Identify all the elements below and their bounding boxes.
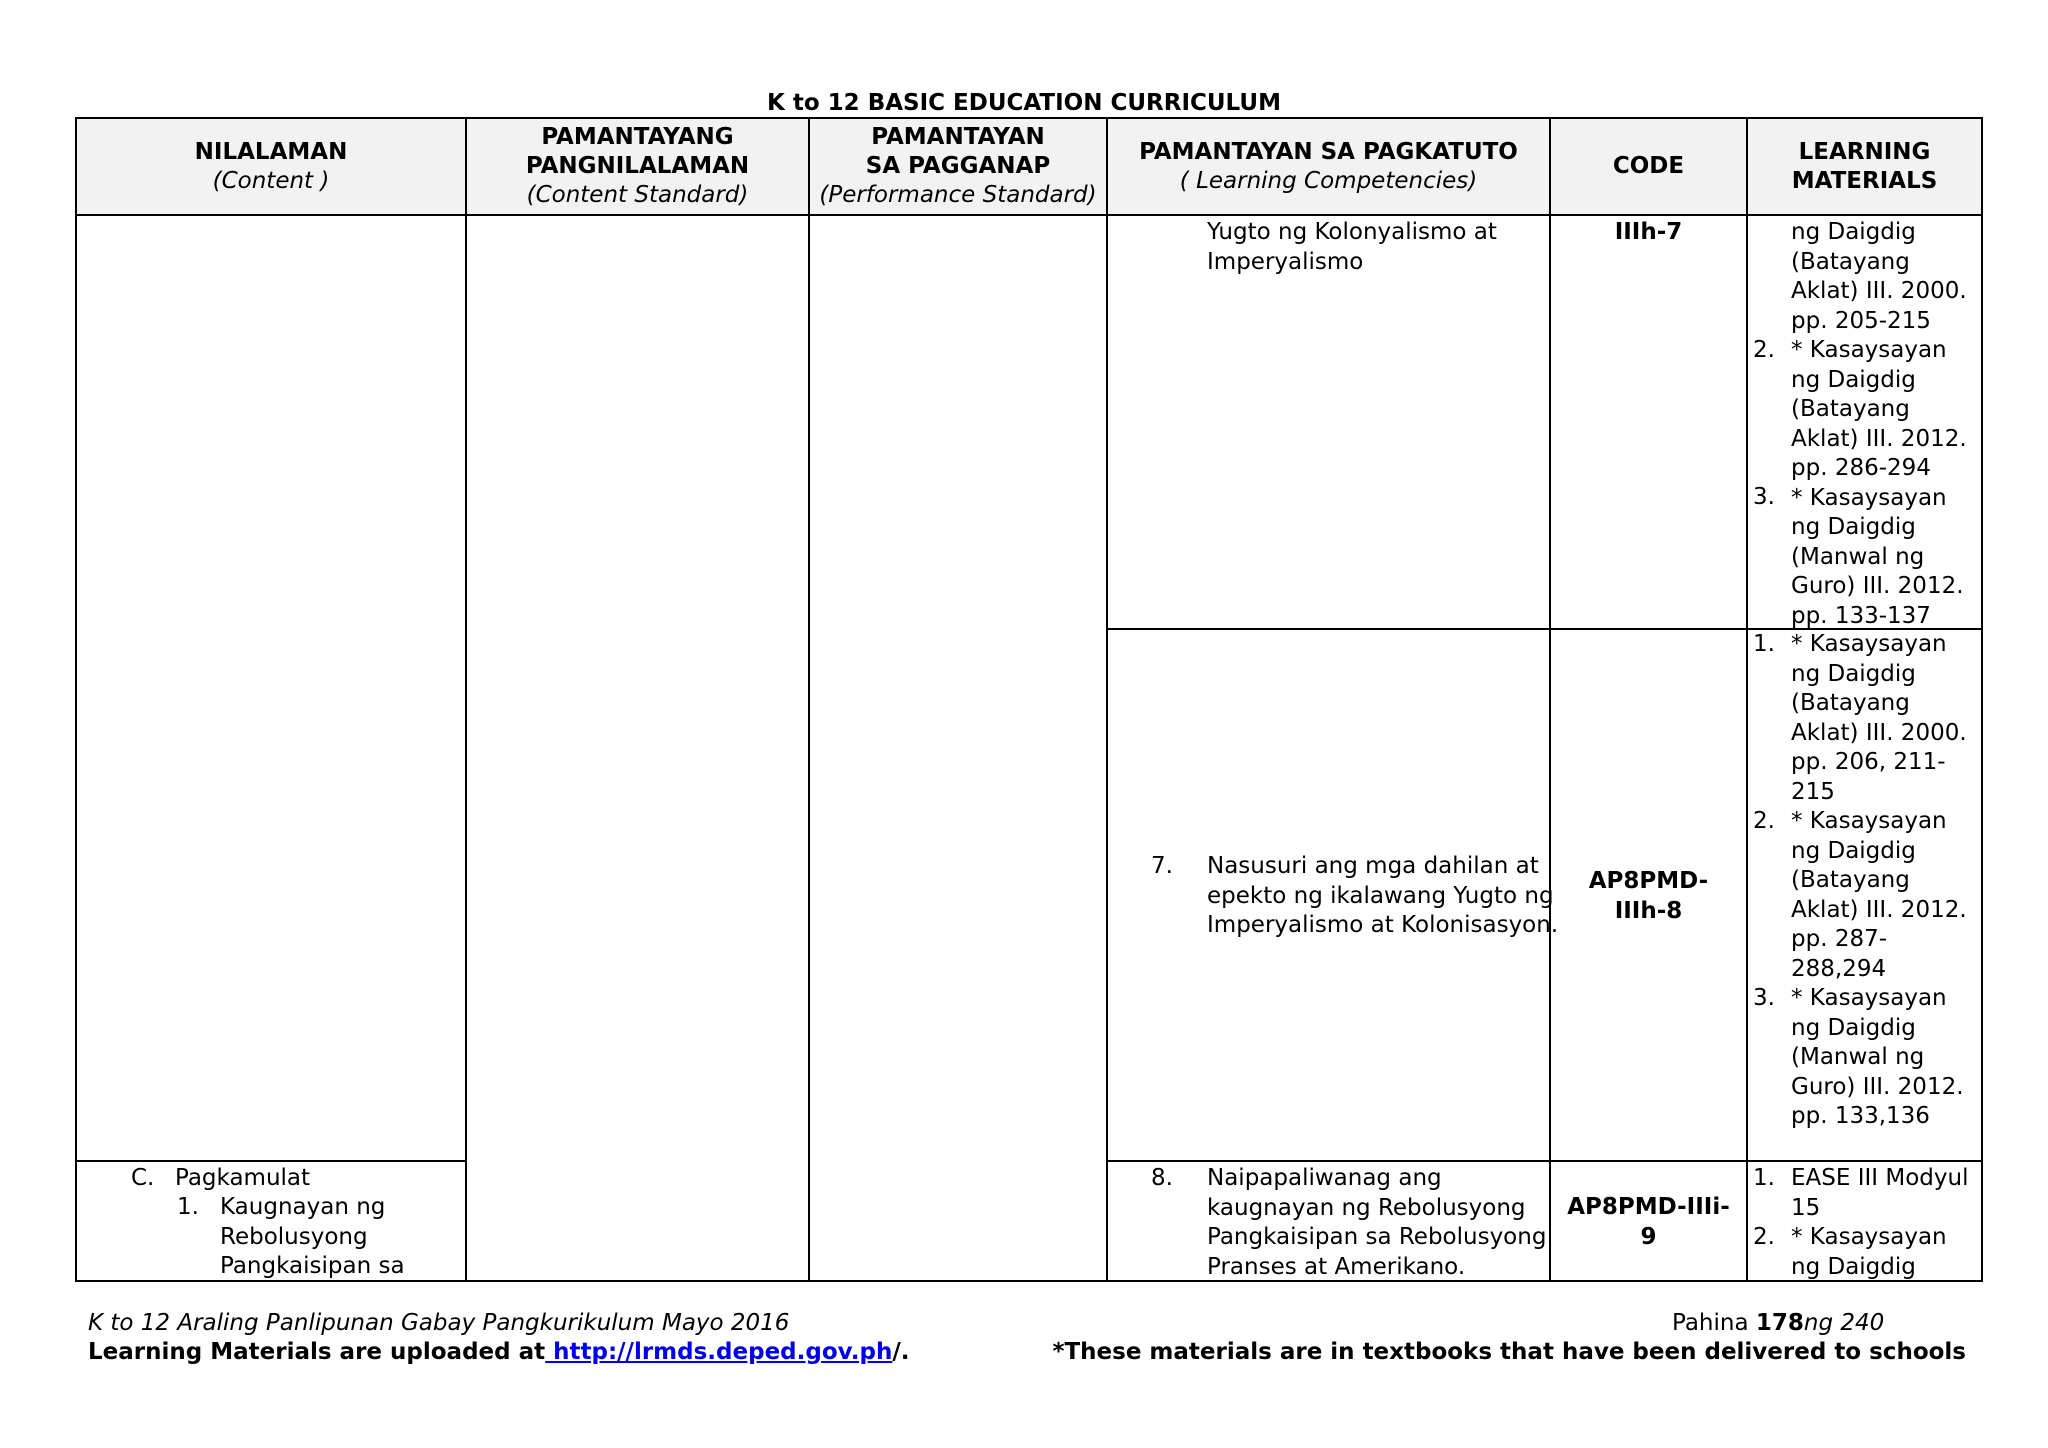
header-materials bbox=[1748, 119, 1981, 214]
column-divider bbox=[1106, 117, 1108, 1282]
header-performance-standard-label1: PAMANTAYAN bbox=[871, 124, 1045, 150]
competency-code: AP8PMD- IIIh-8 bbox=[1588, 868, 1709, 924]
table-border-left bbox=[75, 117, 77, 1282]
footer-upload-note: Learning Materials are uploaded at http://lrmds.deped.gov.ph/. bbox=[88, 1339, 910, 1365]
column-divider bbox=[1549, 117, 1551, 1282]
header-content-label: NILALAMAN bbox=[194, 138, 348, 165]
header-bottom-rule bbox=[75, 214, 1983, 216]
row-divider bbox=[75, 1160, 467, 1162]
materials-number: 2. bbox=[1753, 1224, 1775, 1250]
competency-code: AP8PMD-IIIi- 9 bbox=[1567, 1194, 1730, 1250]
row-divider bbox=[1106, 1160, 1983, 1162]
footer-materials-note: *These materials are in textbooks that have been delivered to schools bbox=[1052, 1339, 1966, 1365]
content-letter: C. bbox=[131, 1165, 155, 1191]
materials-list: ng Daigdig (Batayang Aklat) III. 2000. pp. 205-215 * Kasaysayan ng Daigdig (Batayang Aklat) III. 2012. pp. 286-294 * Kasaysayan ng Daigdig (Manwal ng Guro) III. 2012. pp. 133-137 bbox=[1791, 219, 1967, 629]
header-performance-standard-label2: SA PAGGANAP bbox=[865, 153, 1051, 179]
header-code bbox=[1551, 119, 1746, 214]
header-competencies-label: PAMANTAYAN SA PAGKATUTO bbox=[1139, 138, 1518, 165]
content-item-number: 1. bbox=[177, 1194, 199, 1220]
header-content-standard-label1: PAMANTAYANG bbox=[541, 124, 734, 150]
content-title: Pagkamulat bbox=[175, 1165, 311, 1191]
header-content-sub: (Content ) bbox=[212, 167, 330, 194]
column-divider bbox=[808, 117, 810, 1282]
competency-code: IIIh-7 bbox=[1614, 219, 1683, 245]
competency-text: Nasusuri ang mga dahilan at epekto ng ikalawang Yugto ng Imperyalismo at Kolonisasyon. bbox=[1207, 853, 1559, 938]
header-content-standard-label2: PANGNILALAMAN bbox=[525, 153, 750, 179]
materials-number: 2. bbox=[1753, 337, 1775, 363]
materials-number: 3. bbox=[1753, 484, 1775, 510]
table-border-right bbox=[1981, 117, 1983, 1282]
header-materials-label2: MATERIALS bbox=[1791, 167, 1938, 194]
competency-text: Yugto ng Kolonyalismo at Imperyalismo bbox=[1207, 219, 1497, 275]
footer-page-number: Pahina 178ng 240 bbox=[1672, 1310, 1885, 1336]
content-item-text: Kaugnayan ng Rebolusyong Pangkaisipan sa bbox=[220, 1194, 405, 1279]
materials-number: 2. bbox=[1753, 808, 1775, 834]
document-title: K to 12 BASIC EDUCATION CURRICULUM bbox=[767, 90, 1281, 116]
lrmds-link[interactable]: http://lrmds.deped.gov.ph bbox=[545, 1339, 893, 1365]
column-divider bbox=[465, 117, 467, 1282]
column-divider bbox=[1746, 117, 1748, 1282]
header-content bbox=[77, 119, 465, 214]
header-competencies-sub: ( Learning Competencies) bbox=[1179, 167, 1478, 194]
materials-number: 3. bbox=[1753, 985, 1775, 1011]
competency-number: 8. bbox=[1151, 1165, 1173, 1191]
competency-text: Naipapaliwanag ang kaugnayan ng Rebolusyong Pangkaisipan sa Rebolusyong Pranses at Amerikano. bbox=[1207, 1165, 1547, 1280]
materials-list: EASE III Modyul 15 * Kasaysayan ng Daigdig bbox=[1791, 1165, 1969, 1280]
footer-guide-title: K to 12 Araling Panlipunan Gabay Pangkurikulum Mayo 2016 bbox=[88, 1310, 790, 1336]
header-content-standard bbox=[467, 119, 808, 214]
header-code-label: CODE bbox=[1612, 153, 1685, 179]
header-content-standard-sub: (Content Standard) bbox=[526, 182, 749, 208]
competency-number: 7. bbox=[1151, 853, 1173, 879]
header-competencies bbox=[1108, 119, 1549, 214]
header-materials-label1: LEARNING bbox=[1798, 138, 1931, 165]
materials-number: 1. bbox=[1753, 631, 1775, 657]
header-performance-standard-sub: (Performance Standard) bbox=[819, 182, 1097, 208]
materials-number: 1. bbox=[1753, 1165, 1775, 1191]
header-performance-standard bbox=[810, 119, 1106, 214]
materials-list: * Kasaysayan ng Daigdig (Batayang Aklat) III. 2000. pp. 206, 211- 215 * Kasaysayan ng Daigdig (Batayang Aklat) III. 2012. pp. 287- 288,294 * Kasaysayan ng Daigdig (Manwal ng Guro) III. 2012. pp. 133,136 bbox=[1791, 631, 1967, 1129]
